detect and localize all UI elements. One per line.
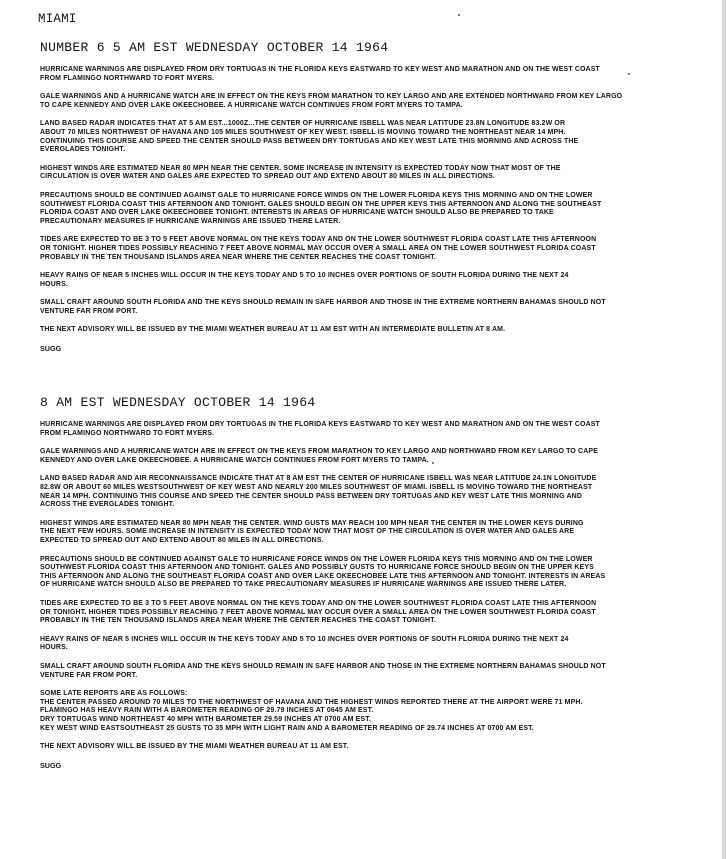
advisory-paragraph: HURRICANE WARNINGS ARE DISPLAYED FROM DRY TORTUGAS IN THE FLORIDA KEYS EASTWARD TO KEY WEST AND MARATHON AND ON THE WEST COAST FROM FLAMINGO NORTHWARD TO FORT MYERS. xyxy=(40,419,600,437)
advisory-title: NUMBER 6 5 AM EST WEDNESDAY OCTOBER 14 1964 xyxy=(40,40,389,55)
signature: SUGG xyxy=(40,760,62,770)
advisory-paragraph: PRECAUTIONS SHOULD BE CONTINUED AGAINST GALE TO HURRICANE FORCE WINDS ON THE LOWER FLORIDA KEYS THIS MORNING AND ON THE LOWER SOUTHWEST FLORIDA COAST THIS AFTERNOON AND TONIGHT. GALES AND POSSIBLY GUSTS TO HURRICANE FORCE SHOULD BEGIN ON THE UPPER KEYS THIS AFTERNOON AND ALONG THE SOUTHEAST FLORIDA COAST AND OVER LAKE OKEECHOBEE LATE THIS AFTERNOON AND TONIGHT. INTERESTS IN AREAS OF HURRICANE WATCH SHOULD ALSO BE PREPARED TO TAKE PRECAUTIONARY MEASURES IF HURRICANE WARNINGS ARE ISSUED THERE LATER. xyxy=(40,553,606,589)
advisory-paragraph: SMALL CRAFT AROUND SOUTH FLORIDA AND THE KEYS SHOULD REMAIN IN SAFE HARBOR AND THOSE IN THE EXTREME NORTHERN BAHAMAS SHOULD NOT VENTURE FAR FROM PORT. xyxy=(40,297,606,315)
advisory-paragraph: THE NEXT ADVISORY WILL BE ISSUED BY THE MIAMI WEATHER BUREAU AT 11 AM EST WITH AN INTERMEDIATE BULLETIN AT 8 AM. xyxy=(40,324,506,334)
advisory-paragraph: LAND BASED RADAR AND AIR RECONNAISSANCE INDICATE THAT AT 8 AM EST THE CENTER OF HURRICANE ISBELL WAS NEAR LATITUDE 24.1N LONGITUDE 82.8W OR ABOUT 60 MILES WESTSOUTHWEST OF KEY WEST AND NEARLY 200 MILES SOUTHWEST OF MIAMI. ISBELL IS MOVING TOWARD THE NORTHEAST NEAR 14 MPH. CONTINUING THIS COURSE AND SPEED THE CENTER SHOULD PASS BETWEEN DRY TORTUGAS AND KEY WEST LATE THIS MORNING AND ACROSS THE EVERGLADES TONIGHT. xyxy=(40,473,597,509)
advisory-paragraph: GALE WARNINGS AND A HURRICANE WATCH ARE IN EFFECT ON THE KEYS FROM MARATHON TO KEY LARGO AND NORTHWARD FROM KEY LARGO TO CAPE KENNEDY AND OVER LAKE OKEECHOBEE. A HURRICANE WATCH CONTINUES FROM FORT MYERS TO TAMPA. xyxy=(40,446,598,464)
advisory-paragraph: THE NEXT ADVISORY WILL BE ISSUED BY THE MIAMI WEATHER BUREAU AT 11 AM EST. xyxy=(40,741,349,751)
office-header: MIAMI xyxy=(38,12,77,26)
section-gap xyxy=(38,367,686,395)
advisory-title: 8 AM EST WEDNESDAY OCTOBER 14 1964 xyxy=(40,395,316,411)
advisory-paragraph: HURRICANE WARNINGS ARE DISPLAYED FROM DRY TORTUGAS IN THE FLORIDA KEYS EASTWARD TO KEY WEST AND MARATHON AND ON THE WEST COAST FROM FLAMINGO NORTHWARD TO FORT MYERS. xyxy=(40,64,600,82)
signature: SUGG xyxy=(40,344,62,354)
advisory-paragraph: HIGHEST WINDS ARE ESTIMATED NEAR 80 MPH NEAR THE CENTER. SOME INCREASE IN INTENSITY IS EXPECTED TODAY NOW THAT MOST OF THE CIRCULATION IS OVER WATER AND GALES ARE EXPECTED TO SPREAD OUT AND EXTEND ABOUT 80 MILES IN ALL DIRECTIONS. xyxy=(40,162,561,181)
advisory-paragraph: HEAVY RAINS OF NEAR 5 INCHES WILL OCCUR IN THE KEYS TODAY AND 5 TO 10 INCHES OVER PORTIONS OF SOUTH FLORIDA DURING THE NEXT 24 HOURS. xyxy=(40,633,569,652)
advisory-paragraph: HEAVY RAINS OF NEAR 5 INCHES WILL OCCUR IN THE KEYS TODAY AND 5 TO 10 INCHES OVER PORTIONS OF SOUTH FLORIDA DURING THE NEXT 24 HOURS. xyxy=(40,270,569,288)
advisory-number-6 xyxy=(38,40,686,353)
advisory-paragraph: LAND BASED RADAR INDICATES THAT AT 5 AM EST...1000Z...THE CENTER OF HURRICANE ISBELL WAS NEAR LATITUDE 23.8N LONGITUDE 83.2W OR ABOUT 70 MILES NORTHWEST OF HAVANA AND 105 MILES SOUTHWEST OF KEY WEST. ISBELL IS MOVING TOWARD THE NORTHEAST NEAR 14 MPH. CONTINUING THIS COURSE AND SPEED THE CENTER SHOULD PASS BETWEEN DRY TORTUGAS AND KEY WEST LATE THIS MORNING AND ACROSS THE EVERGLADES TONIGHT. xyxy=(40,118,579,154)
advisory-8am xyxy=(38,395,686,770)
advisory-paragraph: PRECAUTIONS SHOULD BE CONTINUED AGAINST GALE TO HURRICANE FORCE WINDS ON THE LOWER FLORIDA KEYS THIS MORNING AND ON THE LOWER SOUTHWEST FLORIDA COAST THIS AFTERNOON AND TONIGHT. GALES SHOULD BEGIN ON THE UPPER KEYS THIS AFTERNOON AND ALONG THE SOUTHEAST FLORIDA COAST AND OVER LAKE OKEECHOBEE TONIGHT. INTERESTS IN AREAS OF HURRICANE WATCH SHOULD ALSO BE PREPARED TO TAKE PRECAUTIONARY MEASURES IF HURRICANE WARNINGS ARE ISSUED THERE LATER. xyxy=(40,189,602,225)
page-edge-shadow xyxy=(722,0,726,859)
advisory-paragraph: TIDES ARE EXPECTED TO BE 3 TO 5 FEET ABOVE NORMAL ON THE KEYS TODAY AND ON THE LOWER SOUTHWEST FLORIDA COAST LATE THIS AFTERNOON OR TONIGHT. HIGHER TIDES POSSIBLY REACHING 7 FEET ABOVE NORMAL MAY OCCUR OVER A SMALL AREA ON THE LOWER SOUTHWEST FLORIDA COAST PROBABLY IN THE TEN THOUSAND ISLANDS AREA NEAR WHERE THE CENTER REACHES THE COAST TONIGHT. xyxy=(40,597,597,625)
advisory-paragraph: HIGHEST WINDS ARE ESTIMATED NEAR 80 MPH NEAR THE CENTER. WIND GUSTS MAY REACH 100 MPH NEAR THE CENTER IN THE LOWER KEYS DURING THE NEXT FEW HOURS. SOME INCREASE IN INTENSITY IS EXPECTED TODAY NOW THAT MOST OF THE CIRCULATION IS OVER WATER AND GALES ARE EXPECTED TO SPREAD OUT AND EXTEND ABOUT 80 MILES IN ALL DIRECTIONS. xyxy=(40,517,584,544)
late-reports: SOME LATE REPORTS ARE AS FOLLOWS: THE CENTER PASSED AROUND 70 MILES TO THE NORTHWEST OF HAVANA AND THE HIGHEST WINDS REPORTED THERE AT THE AIRPORT WERE 71 MPH. FLAMINGO HAS HEAVY RAIN WITH A BAROMETER READING OF 29.79 INCHES AT 0645 AM EST. DRY TORTUGAS WIND NORTHEAST 40 MPH WITH BAROMETER 29.59 INCHES AT 0700 AM EST. KEY WEST WIND EASTSOUTHEAST 25 GUSTS TO 35 MPH WITH LIGHT RAIN AND A BAROMETER READING OF 29.74 INCHES AT 0700 AM EST. xyxy=(40,688,583,732)
advisory-paragraph: SMALL CRAFT AROUND SOUTH FLORIDA AND THE KEYS SHOULD REMAIN IN SAFE HARBOR AND THOSE IN THE EXTREME NORTHERN BAHAMAS SHOULD NOT VENTURE FAR FROM PORT. xyxy=(40,660,606,679)
advisory-paragraph: GALE WARNINGS AND A HURRICANE WATCH ARE IN EFFECT ON THE KEYS FROM MARATHON TO KEY LARGO AND ARE EXTENDED NORTHWARD FROM KEY LARGO TO CAPE KENNEDY AND OVER LAKE OKEECHOBEE. A HURRICANE WATCH CONTINUES FROM FORT MYERS TO TAMPA. xyxy=(40,91,623,109)
scan-speck xyxy=(458,14,460,16)
advisory-paragraph: TIDES ARE EXPECTED TO BE 3 TO 5 FEET ABOVE NORMAL ON THE KEYS TODAY AND ON THE LOWER SOUTHWEST FLORIDA COAST LATE THIS AFTERNOON OR TONIGHT. HIGHER TIDES POSSIBLY REACHING 7 FEET ABOVE NORMAL MAY OCCUR OVER A SMALL AREA ON THE LOWER SOUTHWEST FLORIDA COAST PROBABLY IN THE TEN THOUSAND ISLANDS AREA NEAR WHERE THE CENTER REACHES THE COAST TONIGHT. xyxy=(40,234,597,261)
